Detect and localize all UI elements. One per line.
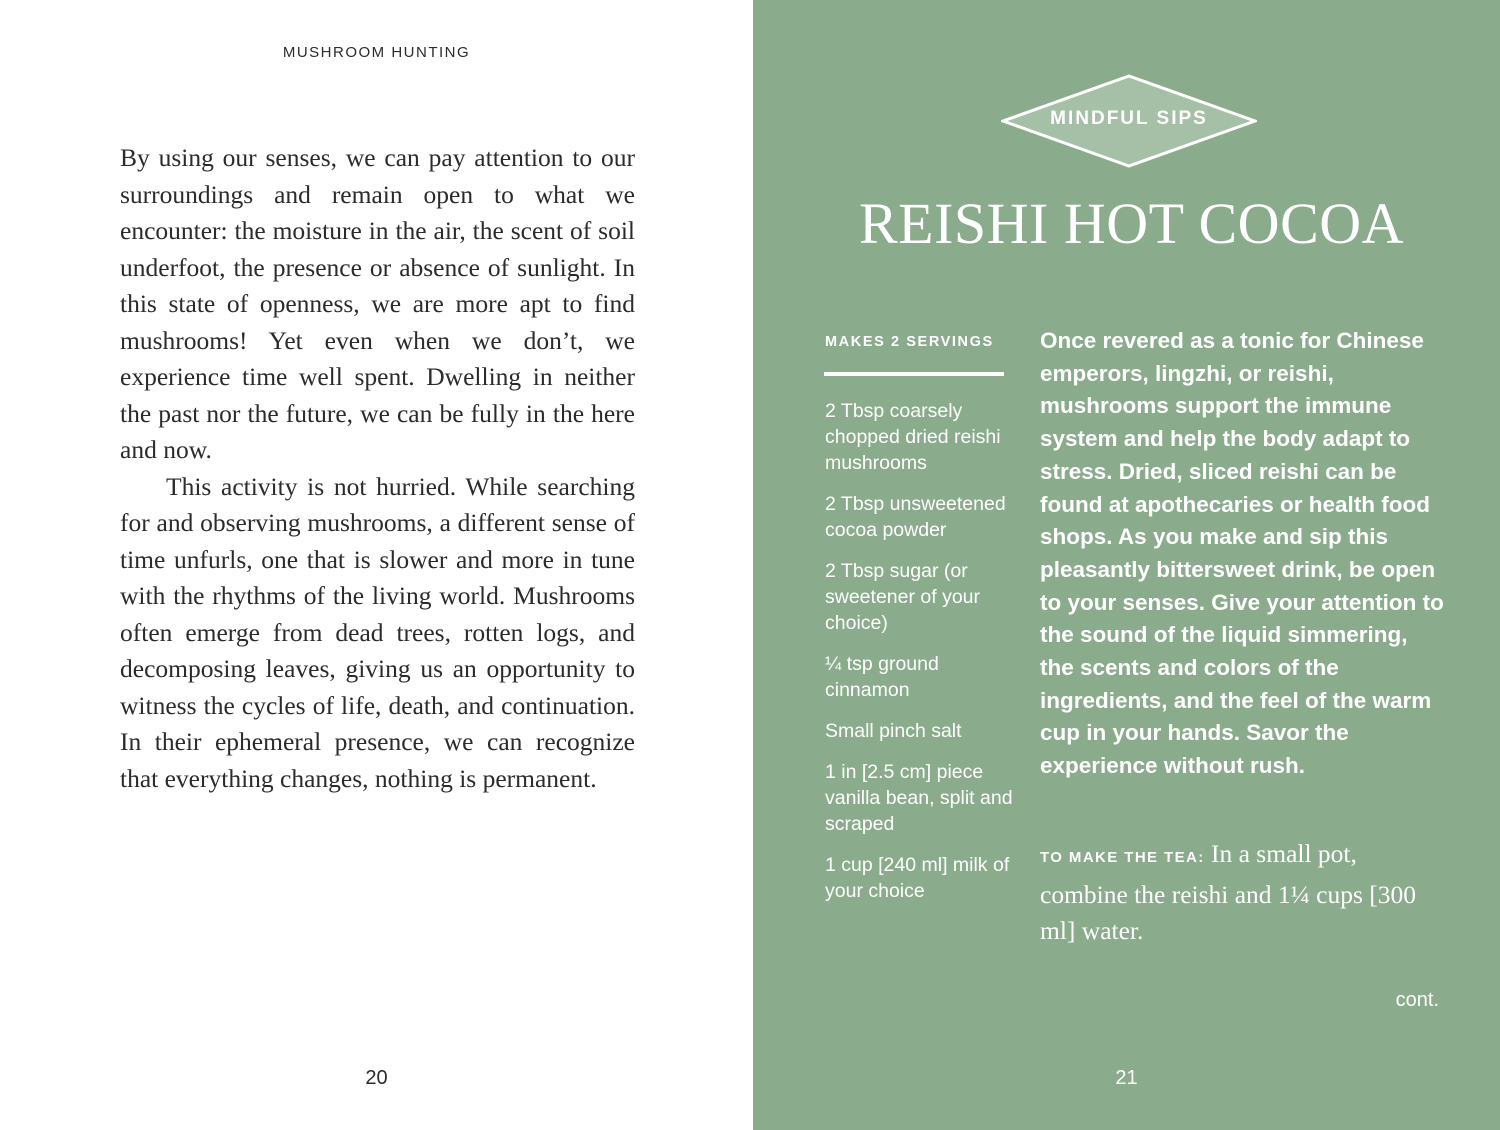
page-number-right: 21: [1115, 1067, 1138, 1089]
ingredient-item: ¼ tsp ground cinnamon: [825, 653, 939, 701]
right-page: [753, 0, 1500, 1130]
ingredient-item: 1 in [2.5 cm] piece vanilla bean, split and scraped: [825, 761, 1013, 835]
recipe-intro: Once revered as a tonic for Chinese emperors, lingzhi, or reishi, mushrooms support the immune system and help the body adapt to stress. Dried, sliced reishi can be found at apothecaries or health food shops. As you make and sip this pleasantly bittersweet drink, be open to your senses. Give your attention to the sound of the liquid simmering, the scents and colors of the ingredients, and the feel of the warm cup in your hands. Savor the experience without rush.: [1040, 328, 1444, 779]
ingredient-item: 2 Tbsp sugar (or sweetener of your choice): [825, 560, 981, 634]
servings-label: MAKES 2 SERVINGS: [825, 334, 994, 350]
running-head: MUSHROOM HUNTING: [282, 44, 471, 61]
badge-label: MINDFUL SIPS: [1050, 108, 1208, 129]
body-text: [120, 140, 635, 797]
recipe-title: REISHI HOT COCOA: [858, 191, 1405, 256]
ingredient-item: 1 cup [240 ml] milk of your choice: [825, 854, 1010, 902]
method-label: TO MAKE THE TEA:: [1040, 849, 1205, 866]
continued-label: cont.: [1395, 989, 1439, 1011]
paragraph: By using our senses, we can pay attention to our surroundings and remain open to what we encounter: the moisture in the air, the scent of soil underfoot, the presence or absence of sunlight. In this state of openness, we are more apt to find mushrooms! Yet even when we don’t, we experience time well spent. Dwelling in neither the past nor the future, we can be fully in the here and now.: [120, 143, 635, 464]
method-step: [1040, 836, 1440, 950]
ingredient-item: 2 Tbsp unsweetened cocoa powder: [825, 493, 1006, 541]
ingredient-item: 2 Tbsp coarsely chopped dried reishi mushrooms: [825, 400, 1001, 474]
section-badge: [1001, 74, 1257, 168]
page-number-left: 20: [365, 1067, 388, 1089]
method-text: In a small pot, combine the reishi and 1¼ cups [300 ml] water.: [1040, 839, 1417, 945]
paragraph: This activity is not hurried. While searching for and observing mushrooms, a different sense of time unfurls, one that is slower and more in tune with the rhythms of the living world. Mushrooms often emerge from dead trees, rotten logs, and decomposing leaves, giving us an opportunity to witness the cycles of life, death, and continuation. In their ephemeral presence, we can recognize that everything changes, nothing is permanent.: [120, 471, 635, 793]
ingredient-item: Small pinch salt: [825, 720, 962, 742]
ingredient-list: [825, 398, 1025, 919]
divider: [824, 372, 1004, 376]
